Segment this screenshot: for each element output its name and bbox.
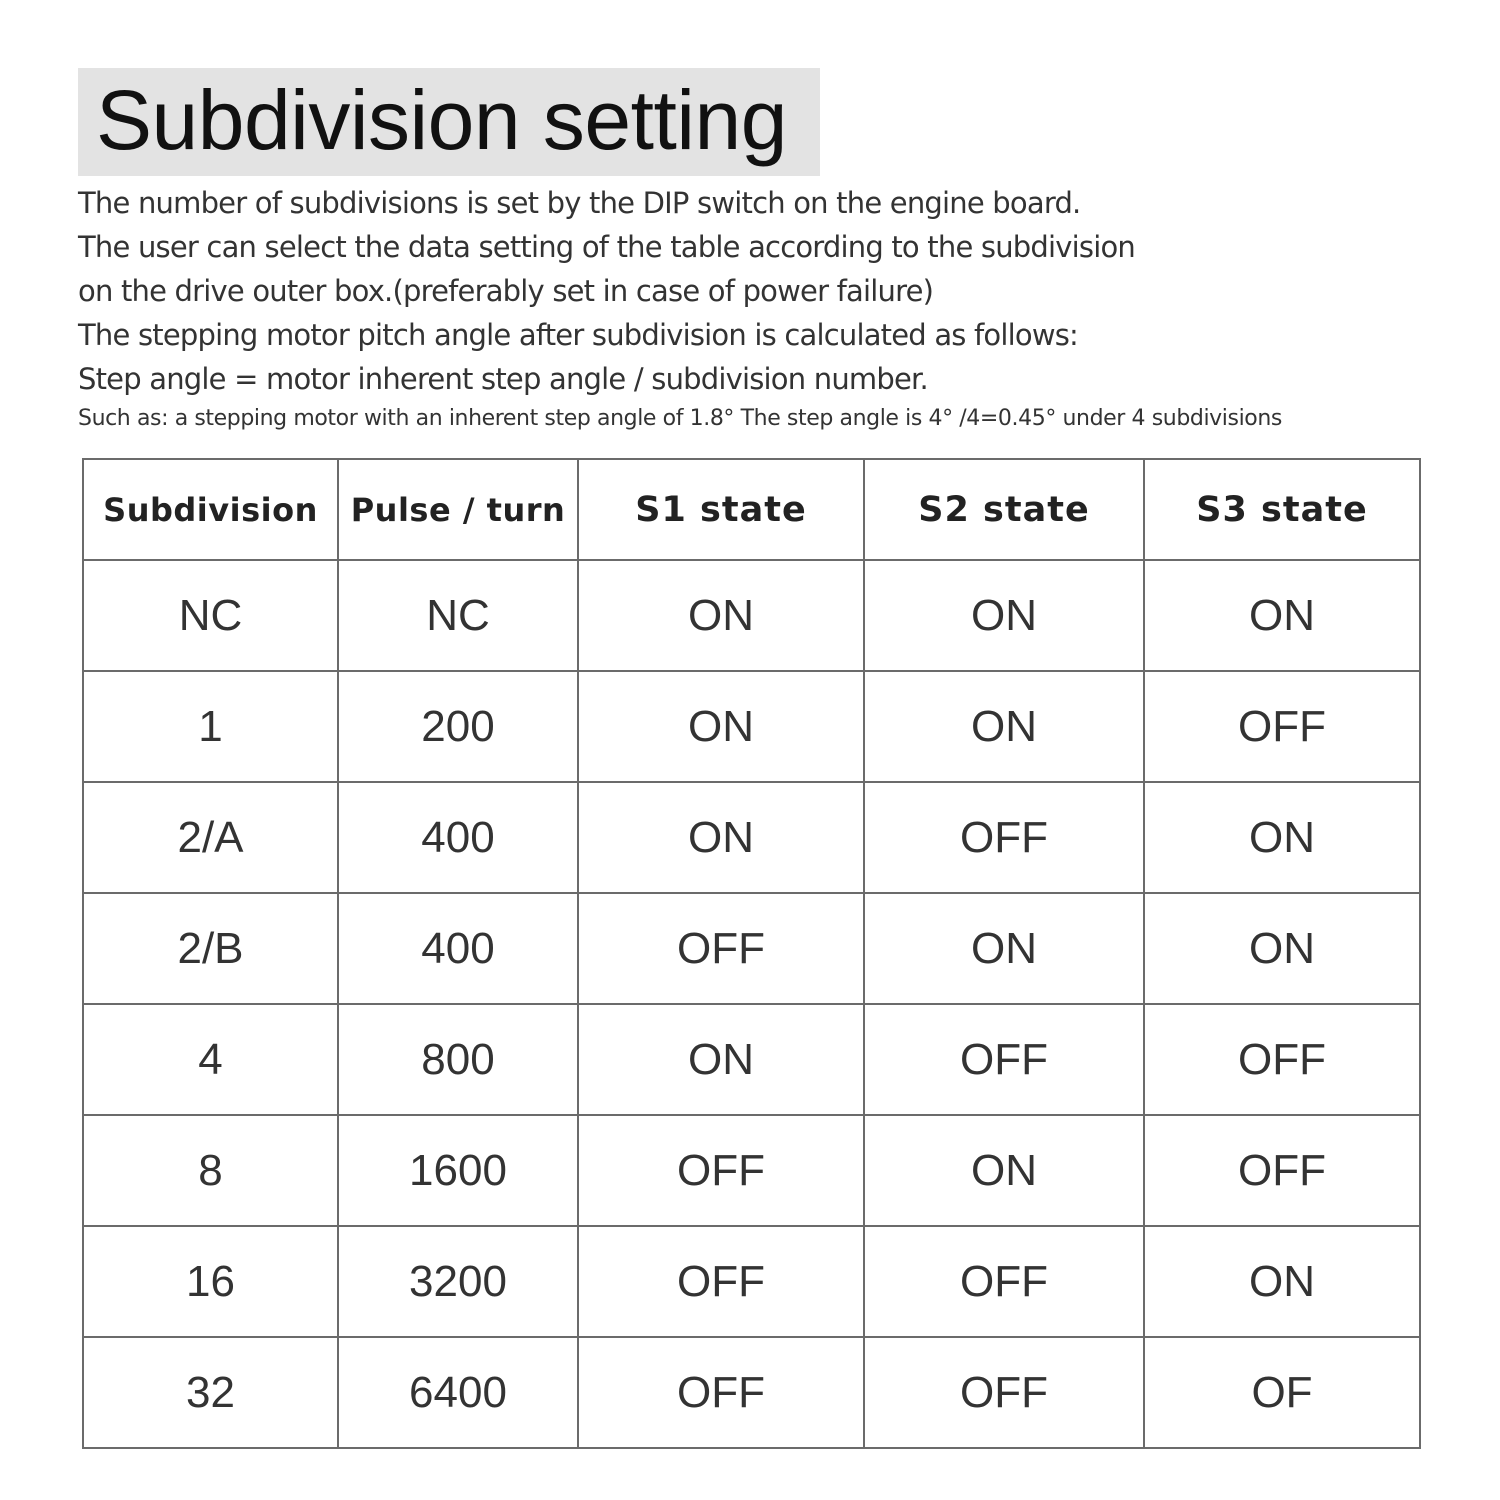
cell-s2: OFF: [864, 1226, 1144, 1337]
description-line: The number of subdivisions is set by the DIP switch on the engine board.: [78, 186, 1081, 220]
cell-s1: OFF: [578, 1337, 864, 1448]
cell-s3: OFF: [1144, 671, 1420, 782]
cell-pulse: 1600: [338, 1115, 578, 1226]
cell-subdivision: 32: [83, 1337, 338, 1448]
description-line: on the drive outer box.(preferably set in case of power failure): [78, 274, 934, 308]
cell-s1: OFF: [578, 1115, 864, 1226]
cell-pulse: 3200: [338, 1226, 578, 1337]
description-line: The user can select the data setting of the table according to the subdivision: [78, 230, 1135, 264]
header-pulse-per-turn: Pulse / turn: [338, 459, 578, 560]
cell-s3: ON: [1144, 560, 1420, 671]
table-row: [83, 671, 1420, 782]
cell-s1: ON: [578, 782, 864, 893]
cell-s1: OFF: [578, 1226, 864, 1337]
cell-s3: OFF: [1144, 1115, 1420, 1226]
subdivision-table: [82, 458, 1421, 1449]
cell-subdivision: 2/A: [83, 782, 338, 893]
table-row: [83, 893, 1420, 1004]
table-row: [83, 1004, 1420, 1115]
cell-s3: OFF: [1144, 1004, 1420, 1115]
cell-s2: ON: [864, 1115, 1144, 1226]
cell-pulse: 400: [338, 893, 578, 1004]
cell-s1: ON: [578, 560, 864, 671]
cell-subdivision: 8: [83, 1115, 338, 1226]
header-s3-state: S3 state: [1144, 459, 1420, 560]
description-line: The stepping motor pitch angle after subdivision is calculated as follows:: [78, 318, 1079, 352]
cell-s2: ON: [864, 893, 1144, 1004]
page-title: Subdivision setting: [96, 73, 787, 167]
cell-subdivision: NC: [83, 560, 338, 671]
table-row: [83, 1115, 1420, 1226]
cell-pulse: 800: [338, 1004, 578, 1115]
cell-subdivision: 2/B: [83, 893, 338, 1004]
cell-s3: OF: [1144, 1337, 1420, 1448]
cell-pulse: NC: [338, 560, 578, 671]
table-row: [83, 782, 1420, 893]
cell-s2: ON: [864, 671, 1144, 782]
table-row: [83, 1337, 1420, 1448]
header-s1-state: S1 state: [578, 459, 864, 560]
cell-s2: ON: [864, 560, 1144, 671]
cell-s1: ON: [578, 671, 864, 782]
cell-subdivision: 4: [83, 1004, 338, 1115]
header-subdivision: Subdivision: [83, 459, 338, 560]
formula-line: Step angle = motor inherent step angle / subdivision number.: [78, 362, 928, 396]
cell-subdivision: 16: [83, 1226, 338, 1337]
cell-pulse: 400: [338, 782, 578, 893]
cell-pulse: 200: [338, 671, 578, 782]
table-row: [83, 560, 1420, 671]
table-row: [83, 1226, 1420, 1337]
cell-s2: OFF: [864, 1004, 1144, 1115]
cell-s2: OFF: [864, 782, 1144, 893]
cell-s3: ON: [1144, 1226, 1420, 1337]
cell-pulse: 6400: [338, 1337, 578, 1448]
header-s2-state: S2 state: [864, 459, 1144, 560]
cell-s1: OFF: [578, 893, 864, 1004]
cell-subdivision: 1: [83, 671, 338, 782]
cell-s3: ON: [1144, 893, 1420, 1004]
example-note: Such as: a stepping motor with an inherent step angle of 1.8° The step angle is 4° /4=0.45° under 4 subdivisions: [78, 406, 1282, 431]
cell-s3: ON: [1144, 782, 1420, 893]
cell-s2: OFF: [864, 1337, 1144, 1448]
table-header-row: [83, 459, 1420, 560]
cell-s1: ON: [578, 1004, 864, 1115]
